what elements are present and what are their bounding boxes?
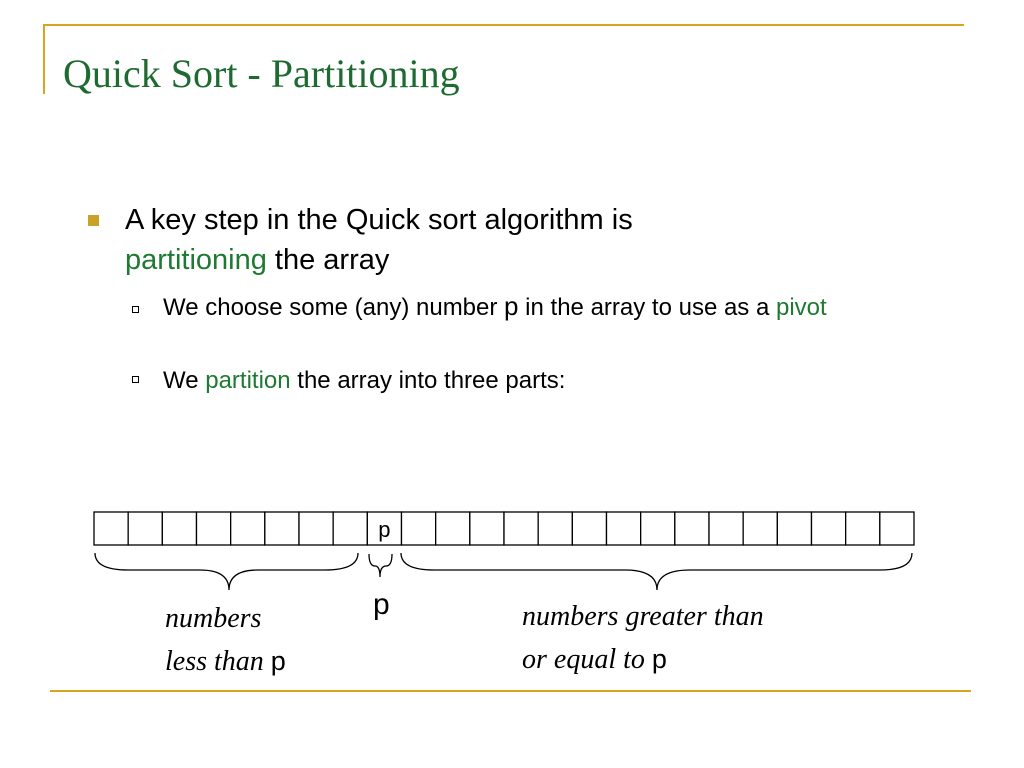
array-cell xyxy=(265,512,299,545)
greater-line1: numbers greater than xyxy=(522,601,764,632)
pivot-cell-label: p xyxy=(378,517,391,542)
array-cell xyxy=(572,512,606,545)
array-cell xyxy=(402,512,436,545)
greater-p-symbol: p xyxy=(651,644,667,674)
partitioning-highlight: partitioning xyxy=(125,244,267,276)
main-bullet-text-before: A key step in the Quick sort algorithm is xyxy=(125,204,633,236)
array-cell xyxy=(846,512,880,545)
array-cell xyxy=(743,512,777,545)
pivot-highlight: pivot xyxy=(776,294,827,321)
less-than-label xyxy=(165,598,286,683)
greater-line2: or equal to xyxy=(522,644,652,675)
sub1-p-symbol: p xyxy=(504,291,519,321)
pivot-brace xyxy=(369,554,392,577)
array-cell xyxy=(299,512,333,545)
array-cell xyxy=(709,512,743,545)
array-cell xyxy=(231,512,265,545)
less-than-brace xyxy=(95,553,358,590)
less-line2: less than xyxy=(165,646,271,677)
pivot-label: p xyxy=(373,588,390,621)
array-cell xyxy=(94,512,128,545)
partition-highlight: partition xyxy=(205,367,291,394)
greater-than-label xyxy=(522,596,764,681)
less-p-symbol: p xyxy=(270,646,286,676)
less-line1: numbers xyxy=(165,603,262,634)
array-cell xyxy=(436,512,470,545)
array-cell xyxy=(128,512,162,545)
array-cell xyxy=(880,512,914,545)
array-cell xyxy=(162,512,196,545)
array-cell xyxy=(641,512,675,545)
array-cell xyxy=(777,512,811,545)
sub2-text-before: We xyxy=(163,367,206,394)
array-cell xyxy=(504,512,538,545)
sub1-text-before: We choose some (any) number xyxy=(163,294,505,321)
main-bullet-text-after: the array xyxy=(266,244,390,276)
array-cell xyxy=(675,512,709,545)
array-cell xyxy=(607,512,641,545)
array-cell xyxy=(812,512,846,545)
array-cell xyxy=(333,512,367,545)
array-cells xyxy=(94,512,914,545)
greater-than-brace xyxy=(401,553,912,590)
array-cell xyxy=(538,512,572,545)
sub1-text-middle: in the array to use as a xyxy=(518,294,776,321)
slide-title: Quick Sort - Partitioning xyxy=(63,51,460,96)
array-cell xyxy=(470,512,504,545)
sub2-text-after: the array into three parts: xyxy=(290,367,566,394)
array-cell xyxy=(197,512,231,545)
